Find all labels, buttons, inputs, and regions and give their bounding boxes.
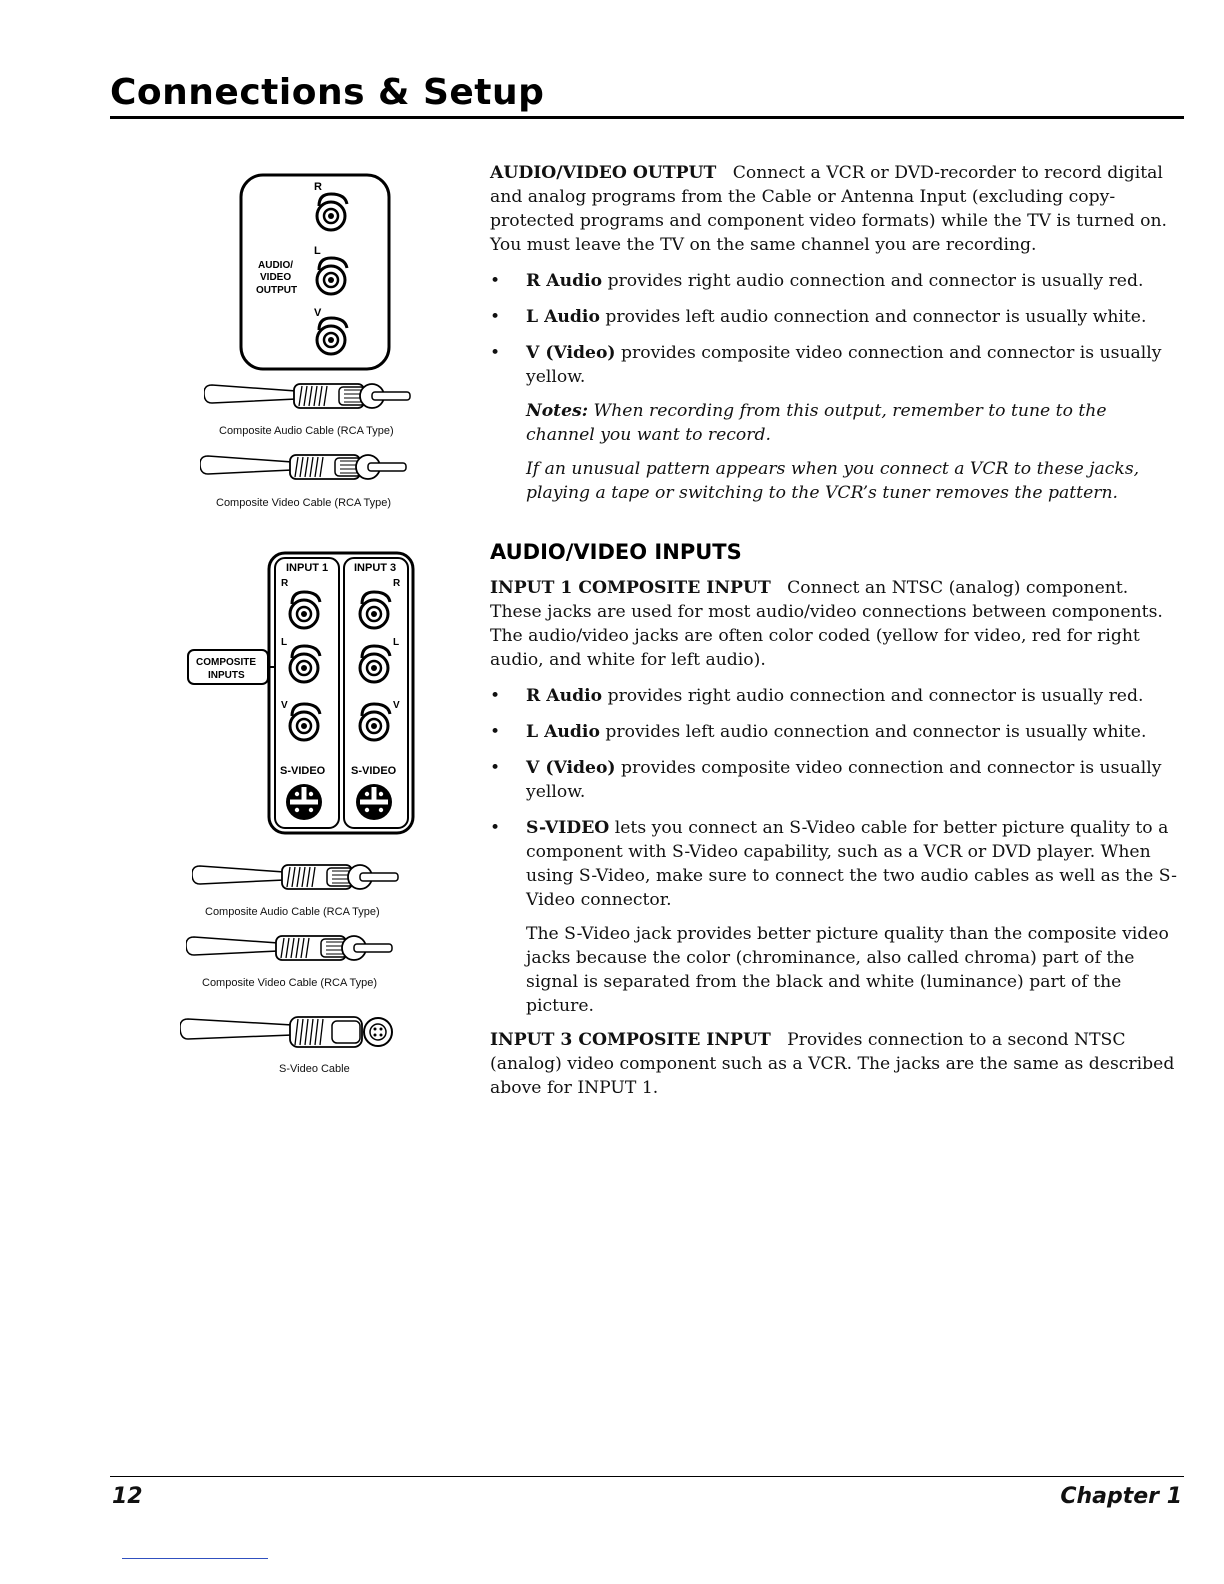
input1-l-label: L	[281, 637, 288, 648]
caption-video-cable: Composite Video Cable (RCA Type)	[216, 497, 392, 509]
av-output-bullet-l: • L Audio provides left audio connection and connector is usually white.	[490, 305, 1180, 329]
jack-label-l: L	[314, 245, 321, 257]
av-inputs-section	[490, 576, 1180, 1100]
caption-svideo-cable: S-Video Cable	[279, 1063, 350, 1075]
av-output-lead: AUDIO/VIDEO OUTPUT	[490, 163, 717, 183]
composite-inputs-label-2: INPUTS	[208, 670, 245, 681]
audio-cable-icon	[204, 381, 424, 417]
page-number: 12	[112, 1484, 143, 1509]
inputs-bullet-r: • R Audio provides right audio connection and connector is usually red.	[490, 684, 1180, 708]
inputs-bullet-v: • V (Video) provides composite video connection and connector is usually yellow.	[490, 756, 1180, 804]
av-output-intro-text: Connect a VCR or DVD-recorder to record digital and analog programs from the Cable or Antenna Input (excluding copy-protected programs and component video formats) while the TV is turned on. You must leave the TV on the same channel you are recording.	[490, 163, 1167, 255]
av-output-label-3: OUTPUT	[256, 285, 298, 296]
title-rule	[110, 116, 1184, 119]
av-output-label-1: AUDIO/	[258, 260, 293, 271]
av-inputs-heading: AUDIO/VIDEO INPUTS	[490, 540, 742, 564]
input1-svideo-jack-icon	[286, 784, 322, 820]
input3-v-jack-icon	[360, 704, 390, 740]
av-output-bullet-r: • R Audio provides right audio connection and connector is usually red.	[490, 269, 1180, 293]
av-output-note-2: If an unusual pattern appears when you connect a VCR to these jacks, playing a tape or switching to the VCR’s tuner removes the pattern.	[526, 459, 1140, 503]
input3-label: INPUT 3	[354, 562, 397, 574]
input1-l-jack-icon	[290, 646, 320, 682]
av-output-section	[490, 161, 1180, 505]
input3-v-label: V	[393, 700, 400, 711]
jack-label-r: R	[314, 181, 322, 193]
input3-svideo-label: S-VIDEO	[351, 765, 397, 777]
av-output-note-1: Notes: When recording from this output, remember to tune to the channel you want to record.	[526, 401, 1107, 445]
input3-l-jack-icon	[360, 646, 390, 682]
chapter-label: Chapter 1	[1060, 1484, 1182, 1509]
video-cable-2-icon	[186, 933, 406, 969]
page-title: Connections & Setup	[110, 72, 545, 113]
jack-v-icon	[317, 318, 347, 354]
footer-rule	[110, 1476, 1184, 1477]
av-output-intro	[490, 161, 1180, 257]
input3-r-jack-icon	[360, 592, 390, 628]
input1-v-jack-icon	[290, 704, 320, 740]
input1-label: INPUT 1	[286, 562, 329, 574]
caption-video-cable-2: Composite Video Cable (RCA Type)	[202, 977, 378, 989]
composite-inputs-label-1: COMPOSITE	[196, 657, 257, 668]
jack-l-icon	[317, 258, 347, 294]
input3-svideo-jack-icon	[356, 784, 392, 820]
jack-label-v: V	[314, 307, 322, 319]
av-output-panel	[236, 172, 394, 372]
input3-r-label: R	[393, 578, 401, 589]
video-cable-icon	[200, 452, 420, 488]
inputs-bullet-l: • L Audio provides left audio connection and connector is usually white.	[490, 720, 1180, 744]
svideo-note: The S-Video jack provides better picture quality than the composite video jacks because the color (chrominance, also called chroma) part of the signal is separated from the black and white (luminance) part of the picture.	[526, 924, 1169, 1016]
input1-paragraph: INPUT 1 COMPOSITE INPUT Connect an NTSC (analog) component. These jacks are used for most audio/video connections between components. The audio/video jacks are often color coded (yellow for video, red for right audio, and white for left audio).	[490, 578, 1163, 670]
input3-l-label: L	[393, 637, 400, 648]
svideo-cable-icon	[180, 1015, 420, 1055]
audio-cable-2-icon	[192, 862, 412, 898]
av-inputs-panel	[184, 550, 418, 838]
input3-paragraph: INPUT 3 COMPOSITE INPUT Provides connection to a second NTSC (analog) video component such as a VCR. The jacks are the same as described above for INPUT 1.	[490, 1030, 1175, 1098]
av-output-bullet-v: • V (Video) provides composite video connection and connector is usually yellow.	[490, 341, 1180, 389]
input1-r-label: R	[281, 578, 289, 589]
input1-svideo-label: S-VIDEO	[280, 765, 326, 777]
caption-audio-cable: Composite Audio Cable (RCA Type)	[219, 425, 394, 437]
caption-audio-cable-2: Composite Audio Cable (RCA Type)	[205, 906, 380, 918]
jack-r-icon	[317, 194, 347, 230]
bottom-edge-line	[122, 1558, 268, 1559]
input1-r-jack-icon	[290, 592, 320, 628]
inputs-bullet-svideo: • S-VIDEO lets you connect an S-Video cable for better picture quality to a component with S-Video capability, such as a VCR or DVD player. When using S-Video, make sure to connect the two audio cables as well as the S-Video connector.	[490, 816, 1180, 912]
av-output-label-2: VIDEO	[260, 272, 292, 283]
input1-v-label: V	[281, 700, 288, 711]
